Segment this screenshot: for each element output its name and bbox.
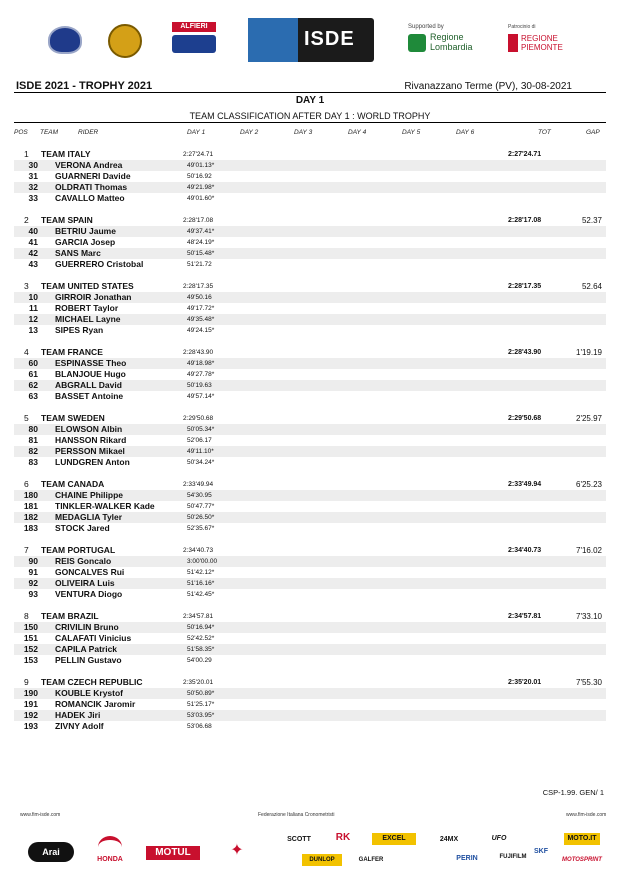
rider-day1-time: 54'30.95 — [187, 492, 212, 499]
team-name: TEAM ITALY — [41, 149, 91, 159]
team-day1-time: 2:35'20.01 — [183, 679, 214, 686]
rider-name: PELLIN Gustavo — [55, 655, 122, 665]
team-position: 6 — [24, 479, 29, 489]
rider-number: 62 — [28, 380, 38, 390]
rider-number: 33 — [28, 193, 38, 203]
team-gap: 7'33.10 — [576, 612, 602, 621]
column-header-gap: GAP — [586, 129, 600, 136]
rider-number: 182 — [23, 512, 38, 522]
team-position: 3 — [24, 281, 29, 291]
location-date: Rivanazzano Terme (PV), 30-08-2021 — [404, 81, 572, 92]
rider-name: GUERRERO Cristobal — [55, 259, 144, 269]
rider-row — [14, 160, 606, 171]
rider-row — [14, 688, 606, 699]
rider-day1-time: 49'50.16 — [187, 294, 212, 301]
honda-wing-icon — [98, 836, 122, 858]
rider-day1-time: 53'03.95* — [187, 712, 215, 719]
team-position: 5 — [24, 413, 29, 423]
rider-day1-time: 50'34.24* — [187, 459, 215, 466]
rider-number: 42 — [28, 248, 38, 258]
rider-row — [14, 589, 606, 600]
event-title: ISDE 2021 - TROPHY 2021 — [16, 80, 153, 92]
rider-day1-time: 49'11.10* — [187, 448, 214, 455]
supported-by-label: Supported by — [408, 24, 444, 30]
team-day1-time: 2:28'43.90 — [183, 349, 214, 356]
rider-day1-time: 51'21.72 — [187, 261, 212, 268]
rider-number: 92 — [28, 578, 38, 588]
rider-day1-time: 50'19.63 — [187, 382, 212, 389]
rider-number: 12 — [28, 314, 38, 324]
team-total-time: 2:28'43.90 — [508, 349, 542, 356]
rider-row — [14, 644, 606, 655]
team-row — [14, 281, 606, 292]
rider-row — [14, 226, 606, 237]
rider-day1-time: 51'25.17* — [187, 701, 215, 708]
team-day1-time: 2:29'50.68 — [183, 415, 214, 422]
federation-name: Federazione Italiana Cronometristi — [258, 812, 335, 818]
rider-name: GIRROIR Jonathan — [55, 292, 132, 302]
rider-row — [14, 248, 606, 259]
rider-day1-time: 50'16.92 — [187, 173, 212, 180]
divider — [14, 92, 606, 93]
rider-day1-time: 50'16.94* — [187, 624, 215, 631]
team-day1-time: 2:28'17.35 — [183, 283, 214, 290]
rider-number: 153 — [23, 655, 38, 665]
rider-day1-time: 52'06.17 — [187, 437, 212, 444]
team-gap: 52.64 — [581, 282, 602, 291]
team-gap: 7'55.30 — [576, 678, 602, 687]
team-position: 4 — [24, 347, 29, 357]
rider-day1-time: 49'57.14* — [187, 393, 215, 400]
rider-row — [14, 259, 606, 270]
team-total-time: 2:27'24.71 — [508, 151, 542, 158]
team-name: TEAM PORTUGAL — [41, 545, 116, 555]
rider-name: ELOWSON Albin — [55, 424, 123, 434]
honda-logo-text: HONDA — [97, 856, 123, 863]
pavia-logo-icon — [172, 35, 216, 53]
team-gap: 52.37 — [581, 216, 602, 225]
rider-number: 91 — [28, 567, 38, 577]
team-gap: 7'16.02 — [576, 546, 602, 555]
rider-number: 11 — [29, 303, 38, 313]
rider-name: HADEK Jiri — [55, 710, 101, 720]
rider-name: STOCK Jared — [55, 523, 110, 533]
logo-bar — [0, 18, 620, 66]
column-header-rider: RIDER — [78, 129, 99, 136]
team-row — [14, 149, 606, 160]
team-row — [14, 545, 606, 556]
rider-name: CRIVILIN Bruno — [55, 622, 119, 632]
rider-row — [14, 622, 606, 633]
rider-name: OLDRATI Thomas — [55, 182, 128, 192]
rider-row — [14, 721, 606, 732]
team-row — [14, 413, 606, 424]
rider-day1-time: 51'42.45* — [187, 591, 215, 598]
team-name: TEAM SWEDEN — [41, 413, 105, 423]
rider-number: 190 — [23, 688, 38, 698]
team-day1-time: 2:33'49.94 — [183, 481, 214, 488]
rider-name: MICHAEL Layne — [55, 314, 121, 324]
team-total-time: 2:28'17.35 — [508, 283, 542, 290]
rider-number: 151 — [23, 633, 38, 643]
column-header-day2: DAY 2 — [240, 129, 259, 136]
rider-name: KOUBLE Krystof — [55, 688, 124, 698]
day-title: DAY 1 — [295, 95, 325, 106]
sponsor-excel-logo: EXCEL — [372, 833, 416, 845]
rider-day1-time: 50'26.50* — [187, 514, 215, 521]
team-gap: 1'19.19 — [576, 348, 602, 357]
alfieri-logo — [172, 22, 216, 56]
rider-row — [14, 490, 606, 501]
rider-row — [14, 578, 606, 589]
rider-row — [14, 171, 606, 182]
moto-club-logo-icon — [108, 24, 142, 58]
rider-day1-time: 49'27.78* — [187, 371, 215, 378]
rider-row — [14, 446, 606, 457]
kappa-logo-icon: ✦ — [230, 842, 244, 859]
rider-day1-time: 51'58.35* — [187, 646, 215, 653]
rider-number: 60 — [28, 358, 38, 368]
rider-name: OLIVEIRA Luis — [55, 578, 115, 588]
rider-number: 93 — [28, 589, 38, 599]
rider-row — [14, 556, 606, 567]
rider-row — [14, 182, 606, 193]
rider-name: BETRIU Jaume — [55, 226, 116, 236]
team-name: TEAM UNITED STATES — [41, 281, 134, 291]
team-row — [14, 479, 606, 490]
sponsor-scott-logo: SCOTT — [287, 836, 311, 843]
sponsor-dunlop-logo: DUNLOP — [302, 854, 342, 866]
rider-name: GARCIA Josep — [55, 237, 116, 247]
column-header-day5: DAY 5 — [402, 129, 421, 136]
rider-day1-time: 49'18.98* — [187, 360, 215, 367]
rider-name: REIS Goncalo — [55, 556, 112, 566]
rider-name: BASSET Antoine — [55, 391, 124, 401]
rider-number: 63 — [28, 391, 38, 401]
document-code: CSP-1.99. GEN/ 1 — [542, 788, 604, 797]
rider-day1-time: 49'17.72* — [187, 305, 215, 312]
rider-row — [14, 237, 606, 248]
lombardia-logo-icon — [408, 34, 426, 52]
team-day1-time: 2:34'57.81 — [183, 613, 214, 620]
column-header-team: TEAM — [40, 129, 59, 136]
lombardia-logo-text: Regione Lombardia — [430, 32, 473, 52]
rider-number: 30 — [28, 160, 38, 170]
rider-day1-time: 50'50.89* — [187, 690, 215, 697]
rider-number: 150 — [23, 622, 38, 632]
column-header-day3: DAY 3 — [294, 129, 313, 136]
rider-row — [14, 435, 606, 446]
rider-day1-time: 54'00.29 — [187, 657, 212, 664]
team-total-time: 2:34'40.73 — [508, 547, 542, 554]
rider-name: ROBERT Taylor — [55, 303, 119, 313]
team-position: 1 — [24, 149, 29, 159]
team-gap: 6'25.23 — [576, 480, 602, 489]
rider-day1-time: 49'01.60* — [187, 195, 215, 202]
rider-name: VERONA Andrea — [55, 160, 123, 170]
rider-row — [14, 457, 606, 468]
team-name: TEAM SPAIN — [41, 215, 93, 225]
team-row — [14, 215, 606, 226]
rider-number: 83 — [28, 457, 38, 467]
team-day1-time: 2:27'24.71 — [183, 151, 214, 158]
piemonte-logo-text: REGIONE PIEMONTE — [521, 34, 563, 52]
team-row — [14, 677, 606, 688]
rider-row — [14, 193, 606, 204]
sponsor-ufo-logo: UFO — [491, 835, 507, 842]
rider-row — [14, 710, 606, 721]
sponsor-24mx-logo: 24MX — [439, 836, 459, 843]
rider-day1-time: 50'15.48* — [187, 250, 215, 257]
sponsor-rk-logo: RK — [335, 832, 351, 843]
rider-row — [14, 292, 606, 303]
team-name: TEAM BRAZIL — [41, 611, 99, 621]
rider-number: 152 — [23, 644, 38, 654]
rider-day1-time: 51'16.16* — [187, 580, 215, 587]
rider-number: 61 — [28, 369, 38, 379]
rider-day1-time: 3:00'00.00 — [187, 558, 218, 565]
rider-name: GONCALVES Rui — [55, 567, 125, 577]
rider-row — [14, 391, 606, 402]
rider-number: 80 — [28, 424, 38, 434]
rider-row — [14, 633, 606, 644]
rider-number: 10 — [28, 292, 38, 302]
rider-number: 81 — [28, 435, 38, 445]
sponsor-motosprint-logo: MOTOSPRINT — [562, 857, 602, 863]
rider-row — [14, 424, 606, 435]
rider-name: BLANJOUE Hugo — [55, 369, 126, 379]
rider-number: 181 — [23, 501, 38, 511]
rider-row — [14, 325, 606, 336]
sponsor-arai-logo: Arai — [28, 842, 74, 862]
team-day1-time: 2:28'17.08 — [183, 217, 214, 224]
rider-day1-time: 50'05.34* — [187, 426, 215, 433]
rider-row — [14, 303, 606, 314]
team-total-time: 2:29'50.68 — [508, 415, 542, 422]
rider-number: 40 — [28, 226, 38, 236]
italia-2021-logo-icon — [248, 18, 298, 62]
rider-number: 41 — [28, 237, 38, 247]
team-position: 9 — [24, 677, 29, 687]
team-position: 7 — [24, 545, 29, 555]
rider-number: 90 — [28, 556, 38, 566]
rider-row — [14, 501, 606, 512]
piemonte-crest-icon — [508, 34, 518, 52]
rider-row — [14, 380, 606, 391]
divider — [14, 122, 606, 123]
rider-number: 183 — [23, 523, 38, 533]
rider-number: 32 — [28, 182, 38, 192]
rider-name: GUARNERI Davide — [55, 171, 131, 181]
rider-name: CALAFATI Vinicius — [55, 633, 132, 643]
rider-day1-time: 53'06.68 — [187, 723, 212, 730]
rider-row — [14, 699, 606, 710]
rider-name: PERSSON Mikael — [55, 446, 125, 456]
patrocinio-label: Patrocinio di — [508, 24, 536, 30]
rider-row — [14, 523, 606, 534]
team-day1-time: 2:34'40.73 — [183, 547, 214, 554]
rider-number: 82 — [28, 446, 38, 456]
column-header-pos: POS — [14, 129, 28, 136]
sponsor-motul-logo: MOTUL — [146, 846, 200, 860]
classification-title: TEAM CLASSIFICATION AFTER DAY 1 : WORLD TROPHY — [189, 111, 431, 121]
rider-number: 192 — [23, 710, 38, 720]
team-total-time: 2:33'49.94 — [508, 481, 542, 488]
rider-name: CHAINE Philippe — [55, 490, 124, 500]
column-header-tot: TOT — [538, 129, 551, 136]
team-name: TEAM CANADA — [41, 479, 105, 489]
team-position: 8 — [24, 611, 29, 621]
rider-day1-time: 49'21.98* — [187, 184, 215, 191]
rider-name: SIPES Ryan — [55, 325, 104, 335]
rider-day1-time: 52'35.67* — [187, 525, 215, 532]
rider-name: LUNDGREN Anton — [55, 457, 130, 467]
rider-day1-time: 49'24.15* — [187, 327, 215, 334]
rider-number: 180 — [23, 490, 38, 500]
rider-name: MEDAGLIA Tyler — [55, 512, 123, 522]
team-name: TEAM CZECH REPUBLIC — [41, 677, 143, 687]
rider-number: 13 — [28, 325, 38, 335]
rider-row — [14, 358, 606, 369]
rider-day1-time: 49'37.41* — [187, 228, 215, 235]
team-gap: 2'25.97 — [576, 414, 602, 423]
rider-name: SANS Marc — [55, 248, 101, 258]
rider-name: ROMANCIK Jaromir — [55, 699, 136, 709]
rider-row — [14, 369, 606, 380]
team-row — [14, 347, 606, 358]
rider-name: CAPILA Patrick — [55, 644, 118, 654]
team-total-time: 2:35'20.01 — [508, 679, 542, 686]
rider-name: VENTURA Diogo — [55, 589, 123, 599]
rider-name: HANSSON Rikard — [55, 435, 127, 445]
team-total-time: 2:28'17.08 — [508, 217, 542, 224]
column-header-day6: DAY 6 — [456, 129, 475, 136]
footer-website-right: www.fim-isde.com — [566, 812, 607, 818]
sponsor-honda-logo — [90, 836, 130, 866]
isde-italia-2021-logo — [248, 18, 374, 62]
rider-name: ZIVNY Adolf — [55, 721, 104, 731]
rider-name: TINKLER-WALKER Kade — [55, 501, 155, 511]
isde-logo-text: ISDE — [304, 28, 355, 50]
team-total-time: 2:34'57.81 — [508, 613, 542, 620]
rider-row — [14, 314, 606, 325]
rider-row — [14, 567, 606, 578]
footer-website-left: www.fim-isde.com — [20, 812, 61, 818]
rider-number: 193 — [23, 721, 38, 731]
sponsor-galfer-logo: GALFER — [358, 857, 384, 863]
team-row — [14, 611, 606, 622]
rider-name: ESPINASSE Theo — [55, 358, 127, 368]
column-header-day1: DAY 1 — [187, 129, 206, 136]
sponsor-skf-logo: SKF — [534, 848, 548, 855]
fim-logo-icon — [48, 26, 82, 54]
team-position: 2 — [24, 215, 29, 225]
rider-row — [14, 655, 606, 666]
team-name: TEAM FRANCE — [41, 347, 103, 357]
alfieri-logo-text: ALFIERI — [172, 22, 216, 32]
sponsor-motoit-logo: MOTO.IT — [564, 833, 600, 845]
sponsor-perin-logo: PERIN — [456, 855, 478, 862]
column-header-day4: DAY 4 — [348, 129, 367, 136]
rider-number: 43 — [28, 259, 38, 269]
rider-row — [14, 512, 606, 523]
rider-name: ABGRALL David — [55, 380, 122, 390]
rider-day1-time: 50'47.77* — [187, 503, 215, 510]
rider-number: 31 — [28, 171, 38, 181]
rider-day1-time: 49'01.13* — [187, 162, 215, 169]
rider-name: CAVALLO Matteo — [55, 193, 125, 203]
rider-number: 191 — [23, 699, 38, 709]
rider-day1-time: 52'42.52* — [187, 635, 215, 642]
rider-day1-time: 49'35.48* — [187, 316, 215, 323]
rider-day1-time: 48'24.19* — [187, 239, 215, 246]
sponsor-fujifilm-logo: FUJIFILM — [499, 854, 527, 860]
rider-day1-time: 51'42.12* — [187, 569, 215, 576]
